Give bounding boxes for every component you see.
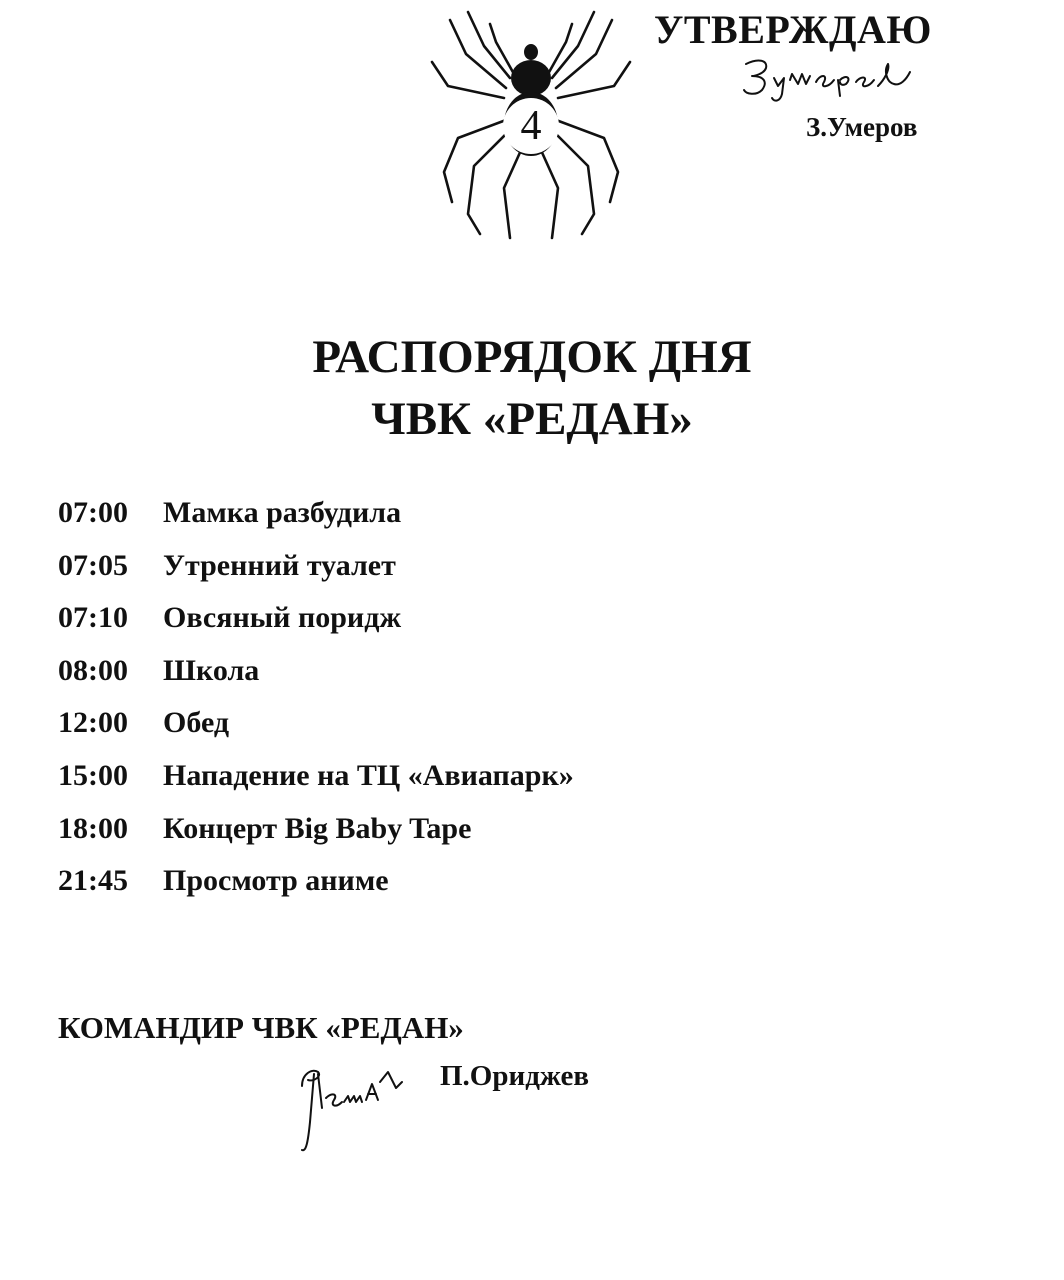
schedule-time: 21:45: [58, 864, 128, 898]
schedule-activity: Просмотр аниме: [163, 864, 389, 898]
commander-signature: [292, 1052, 422, 1162]
commander-name: П.Ориджев: [440, 1060, 590, 1092]
approver-name: З.Умеров: [806, 112, 918, 142]
approve-title: УТВЕРЖДАЮ: [654, 7, 932, 52]
schedule-row: [58, 654, 574, 707]
schedule-time: 07:10: [58, 601, 128, 635]
document-title: [0, 326, 1064, 450]
schedule-activity: Утренний туалет: [163, 548, 396, 582]
approval-block: [650, 6, 970, 156]
schedule-time: 15:00: [58, 758, 128, 792]
schedule-time: 08:00: [58, 653, 128, 687]
schedule-activity: Овсяный поридж: [163, 601, 402, 635]
schedule-time: 07:05: [58, 548, 128, 582]
schedule-row: [58, 812, 574, 865]
schedule-activity: Школа: [163, 653, 260, 687]
schedule-time: 18:00: [58, 811, 128, 845]
approver-signature: [738, 50, 938, 110]
schedule-time: 12:00: [58, 706, 128, 740]
emblem-number: 4: [503, 98, 559, 154]
schedule-time: 07:00: [58, 496, 128, 529]
schedule-activity: Обед: [163, 706, 230, 740]
title-line-2: ЧВК «РЕДАН»: [371, 393, 693, 445]
schedule-list: [58, 496, 574, 917]
schedule-activity: Нападение на ТЦ «Авиапарк»: [163, 758, 574, 792]
schedule-activity: Мамка разбудила: [163, 496, 402, 529]
schedule-activity: Концерт Big Baby Tape: [163, 811, 472, 845]
title-line-1: РАСПОРЯДОК ДНЯ: [312, 331, 752, 383]
schedule-row: [58, 601, 574, 654]
schedule-row: [58, 496, 574, 549]
schedule-row: [58, 864, 574, 917]
schedule-row: [58, 706, 574, 759]
schedule-row: [58, 759, 574, 812]
commander-title: КОМАНДИР ЧВК «РЕДАН»: [58, 1010, 464, 1045]
schedule-row: [58, 549, 574, 602]
